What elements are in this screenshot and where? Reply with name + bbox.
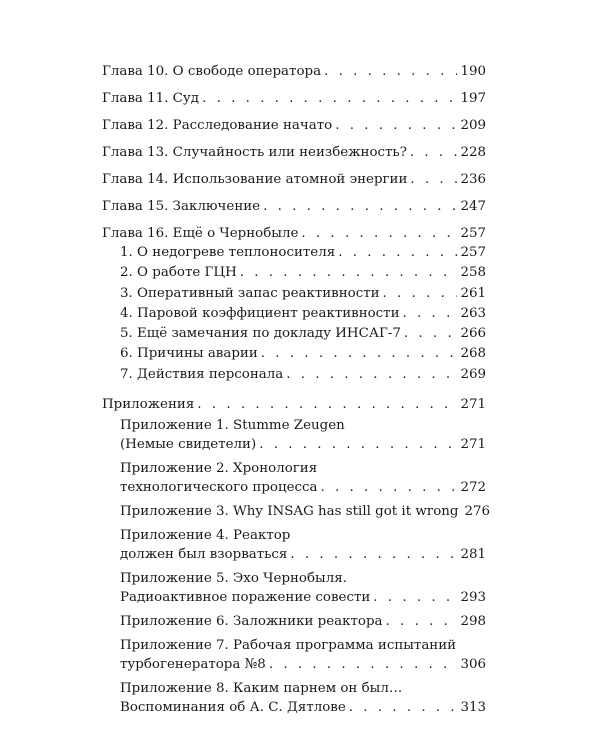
entry-title: 2. О работе ГЦН	[120, 265, 237, 281]
entry-title: 4. Паровой коэффициент реактивности	[120, 305, 400, 321]
leader-dots	[263, 197, 457, 216]
entry-title: 1. О недогреве теплоносителя	[120, 245, 336, 260]
toc-appendix-4	[120, 526, 486, 564]
entry-page: 269	[460, 366, 486, 382]
leader-dots	[338, 243, 457, 262]
toc-chapter-11	[102, 89, 486, 108]
toc-chapter-10	[102, 62, 486, 81]
entry-title-line-1: Приложение 4. Реактор	[120, 527, 291, 543]
leader-dots	[410, 143, 458, 162]
toc-section	[120, 243, 486, 262]
entry-page: 266	[460, 326, 486, 342]
entry-title-line-2: Радиоактивное поражение совести	[120, 589, 371, 605]
entry-page: 298	[460, 613, 486, 629]
leader-dots	[259, 435, 457, 454]
toc-section	[120, 263, 486, 282]
entry-page: 209	[460, 118, 486, 133]
entry-title: Приложение 3. Why INSAG has still got it wrong	[120, 503, 459, 519]
leader-dots	[335, 116, 457, 135]
entry-page: 257	[460, 245, 486, 260]
leader-dots	[321, 478, 458, 497]
entry-page: 263	[460, 305, 486, 321]
entry-page: 276	[464, 503, 491, 519]
toc-section	[120, 365, 486, 384]
leader-dots	[386, 612, 458, 631]
entry-title: 7. Действия персонала	[120, 366, 284, 382]
entry-title-line-1: Приложение 1. Stumme Zeugen	[120, 417, 345, 433]
leader-dots	[373, 588, 457, 607]
entry-page: 306	[460, 656, 486, 672]
toc-section	[120, 344, 486, 363]
toc-appendix-6	[120, 612, 486, 631]
toc-chapter-13	[102, 143, 486, 162]
entry-title-line-2: должен был взорваться	[120, 546, 288, 562]
leader-dots	[197, 395, 457, 414]
entry-page: 271	[460, 396, 486, 412]
toc-appendix-5	[120, 569, 486, 607]
entry-page: 268	[460, 346, 486, 362]
toc-section	[120, 304, 486, 323]
entry-title: 6. Причины аварии	[120, 346, 258, 362]
entry-page: 258	[460, 265, 486, 281]
entry-title-line-2: турбогенератора №8	[120, 656, 266, 672]
entry-page: 261	[460, 285, 486, 301]
entry-title: Приложение 6. Заложники реактора	[120, 613, 383, 629]
entry-title: Глава 12. Расследование начато	[102, 118, 333, 133]
entry-title: 5. Ещё замечания по докладу ИНСАГ-7	[120, 326, 401, 342]
entry-title-line-2: Воспоминания об А. С. Дятлове	[120, 699, 346, 715]
toc-section	[120, 284, 486, 303]
leader-dots	[410, 170, 457, 189]
toc-chapter-16	[102, 224, 486, 243]
entry-page: 271	[460, 436, 486, 452]
toc-appendices-heading	[102, 395, 486, 414]
leader-dots	[383, 284, 458, 303]
entry-title-line-1: Приложение 2. Хронология	[120, 460, 318, 476]
leader-dots	[349, 698, 458, 717]
entry-page: 313	[460, 699, 486, 715]
appendices-list	[102, 416, 491, 717]
toc-chapter-12	[102, 116, 486, 135]
leader-dots	[403, 304, 458, 323]
entry-title: Глава 10. О свободе оператора	[102, 64, 322, 79]
entry-title-line-2: технологического процесса	[120, 479, 318, 495]
toc-chapter-15	[102, 197, 486, 216]
entry-title: 3. Оперативный запас реактивности	[120, 285, 380, 301]
toc-chapter-14	[102, 170, 486, 189]
entry-title-line-1: Приложение 7. Рабочая программа испытаний	[120, 637, 457, 653]
entry-title: Глава 16. Ещё о Чернобыле	[102, 226, 299, 241]
entry-title-line-1: Приложение 8. Каким парнем он был…	[120, 680, 403, 696]
leader-dots	[404, 324, 458, 343]
entry-title: Глава 14. Использование атомной энергии	[102, 172, 408, 187]
leader-dots	[286, 365, 457, 384]
leader-dots	[269, 655, 458, 674]
leader-dots	[261, 344, 458, 363]
entry-page: 228	[460, 145, 486, 160]
entry-title: Глава 11. Суд	[102, 91, 200, 106]
toc-appendix-1	[120, 416, 486, 454]
entry-page: 247	[460, 199, 486, 214]
leader-dots	[324, 62, 457, 81]
entry-title: Приложения	[102, 396, 195, 412]
toc-appendix-7	[120, 636, 486, 674]
entry-title: Глава 13. Случайность или неизбежность?	[102, 145, 407, 160]
entry-page: 257	[460, 226, 486, 241]
entry-title-line-1: Приложение 5. Эхо Чернобыля.	[120, 570, 347, 586]
leader-dots	[290, 545, 457, 564]
entry-title: Глава 15. Заключение	[102, 199, 261, 214]
leader-dots	[240, 263, 458, 282]
entry-page: 197	[460, 91, 486, 106]
entry-page: 190	[460, 64, 486, 79]
entry-page: 293	[460, 589, 486, 605]
toc-appendix-3	[120, 502, 491, 521]
entry-title-line-2: (Немые свидетели)	[120, 436, 257, 452]
toc-appendix-2	[120, 459, 486, 497]
table-of-contents	[102, 62, 491, 722]
entry-page: 272	[460, 479, 486, 495]
leader-dots	[301, 224, 457, 243]
entry-page: 281	[460, 546, 486, 562]
toc-section	[120, 324, 486, 343]
toc-appendix-8	[120, 679, 486, 717]
leader-dots	[202, 89, 457, 108]
entry-page: 236	[460, 172, 486, 187]
chapter-16-sections	[102, 243, 486, 384]
